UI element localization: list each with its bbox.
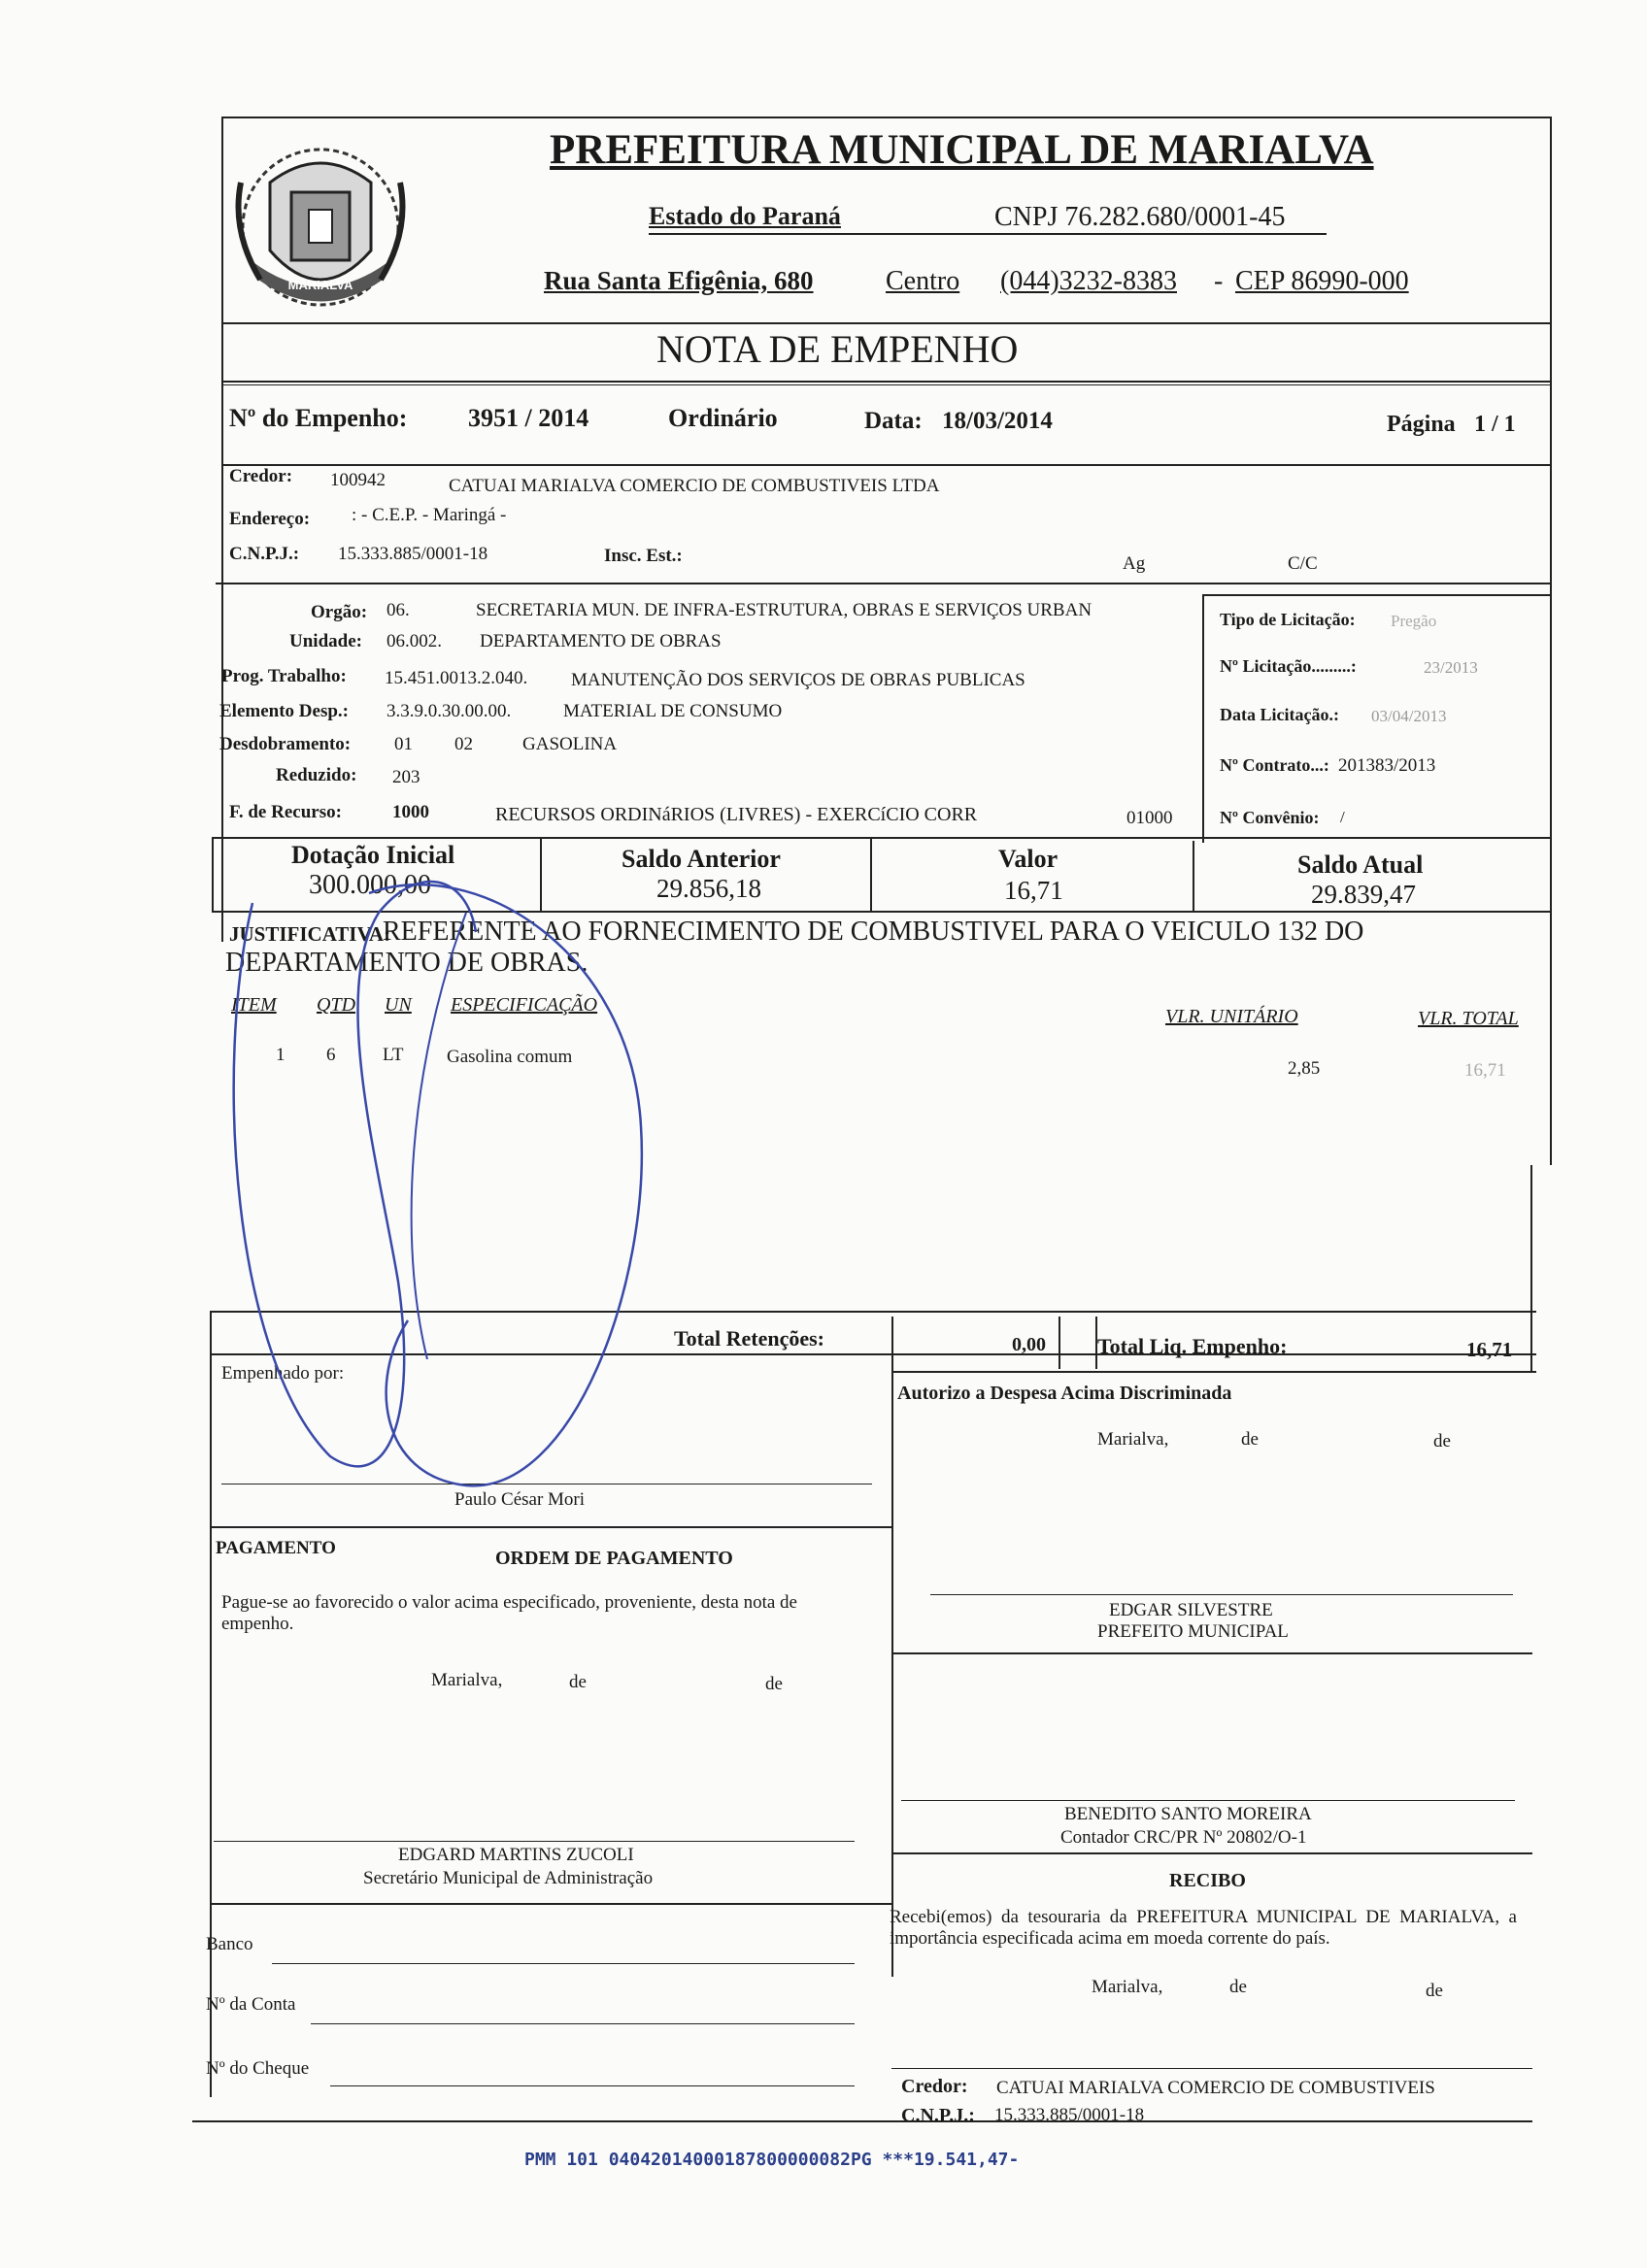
- total-liq-label: Total Liq. Empenho:: [1097, 1334, 1288, 1358]
- cc-label: C/C: [1288, 553, 1318, 574]
- empenhado-name: Paulo César Mori: [454, 1489, 586, 1510]
- item-total-value: 16,71: [1464, 1060, 1506, 1081]
- conta-label: Nº da Conta: [206, 1994, 296, 2015]
- document-title: NOTA DE EMPENHO: [656, 327, 1019, 371]
- insc-est-label: Insc. Est.:: [604, 546, 683, 566]
- orgao-code: 06.: [387, 600, 410, 620]
- header-phone: (044)3232-8383: [1000, 266, 1177, 296]
- header-address: Rua Santa Efigênia, 680: [544, 266, 814, 295]
- col-spec: ESPECIFICAÇÃO: [451, 994, 598, 1016]
- data-licitacao-label: Data Licitação.:: [1220, 705, 1339, 724]
- pagamento-de2: de: [765, 1674, 783, 1694]
- header-neighborhood: Centro: [886, 266, 960, 296]
- credor-cnpj-label: C.N.P.J.:: [229, 544, 300, 564]
- saldo-anterior-value: 29.856,18: [656, 874, 761, 903]
- dotacao-label: Dotação Inicial: [291, 841, 455, 869]
- contador-name: BENEDITO SANTO MOREIRA: [1064, 1804, 1312, 1824]
- header-cep: CEP 86990-000: [1235, 266, 1409, 296]
- reduzido-value: 203: [392, 767, 420, 787]
- empenho-number: 3951 / 2014: [468, 404, 589, 432]
- elemento-code: 3.3.9.0.30.00.00.: [387, 701, 512, 721]
- reduzido-label: Reduzido:: [276, 765, 357, 785]
- recibo-de1: de: [1229, 1977, 1247, 1997]
- recibo-de2: de: [1426, 1981, 1443, 2001]
- prefeito-name: EDGAR SILVESTRE: [1109, 1600, 1273, 1620]
- header-separator: -: [1214, 266, 1224, 296]
- valor-value: 16,71: [1004, 876, 1063, 905]
- num-licitacao-label: Nº Licitação.........:: [1220, 656, 1357, 676]
- svg-text:MARIALVA: MARIALVA: [287, 278, 353, 292]
- cheque-label: Nº do Cheque: [206, 2058, 310, 2079]
- empenho-type: Ordinário: [668, 404, 778, 432]
- barcode-text: PMM 101 04042014000187800000082PG ***19.541,47-: [524, 2150, 1020, 2170]
- prefeito-role: PREFEITO MUNICIPAL: [1097, 1621, 1289, 1642]
- recibo-cnpj-value: 15.333.885/0001-18: [994, 2105, 1145, 2125]
- saldo-anterior-label: Saldo Anterior: [622, 845, 781, 873]
- desdobramento-label: Desdobramento:: [219, 734, 352, 754]
- col-qtd: QTD: [317, 994, 356, 1016]
- item-spec: Gasolina comum: [447, 1047, 573, 1067]
- autorizo-label: Autorizo a Despesa Acima Discriminada: [897, 1383, 1232, 1404]
- col-un: UN: [385, 994, 412, 1016]
- elemento-label: Elemento Desp.:: [219, 701, 349, 721]
- recurso-name: RECURSOS ORDINáRIOS (LIVRES) - EXERCíCIO CORR: [495, 804, 978, 825]
- tipo-licitacao-value: Pregão: [1391, 612, 1437, 630]
- recibo-label: RECIBO: [1169, 1870, 1246, 1891]
- credor-label: Credor:: [229, 466, 293, 486]
- valor-label: Valor: [998, 845, 1059, 873]
- recibo-credor-value: CATUAI MARIALVA COMERCIO DE COMBUSTIVEIS: [996, 2078, 1435, 2098]
- autorizo-de2: de: [1433, 1431, 1451, 1451]
- item-unit-value: 2,85: [1288, 1058, 1321, 1079]
- pagamento-de1: de: [569, 1672, 587, 1692]
- credor-address: : - C.E.P. - Maringá -: [352, 505, 507, 525]
- data-licitacao-value: 03/04/2013: [1371, 707, 1447, 725]
- convenio-label: Nº Convênio:: [1220, 808, 1320, 827]
- secretario-name: EDGARD MARTINS ZUCOLI: [398, 1845, 634, 1865]
- credor-code: 100942: [330, 470, 386, 490]
- recurso-label: F. de Recurso:: [229, 802, 342, 822]
- recibo-cnpj-label: C.N.P.J.:: [901, 2105, 975, 2126]
- ordem-pagamento: ORDEM DE PAGAMENTO: [495, 1548, 733, 1569]
- pagamento-text: Pague-se ao favorecido o valor acima especificado, proveniente, desta nota de empenho.: [221, 1592, 797, 1634]
- item-number: 1: [276, 1045, 286, 1065]
- header-cnpj: CNPJ 76.282.680/0001-45: [994, 202, 1286, 232]
- contrato-value: 201383/2013: [1338, 755, 1436, 776]
- empenho-date: 18/03/2014: [942, 408, 1053, 434]
- col-unit-value: VLR. UNITÁRIO: [1165, 1006, 1298, 1027]
- credor-address-label: Endereço:: [229, 509, 311, 529]
- prog-trabalho-label: Prog. Trabalho:: [221, 666, 347, 686]
- col-total-value: VLR. TOTAL: [1418, 1008, 1519, 1029]
- orgao-label: Orgão:: [311, 602, 368, 622]
- contrato-label: Nº Contrato...:: [1220, 755, 1329, 775]
- dotacao-value: 300.000,00: [309, 870, 431, 900]
- recurso-code: 1000: [392, 802, 429, 822]
- desdobramento-code2: 02: [454, 734, 473, 754]
- desdobramento-code1: 01: [394, 734, 413, 754]
- recurso-code2: 01000: [1126, 808, 1173, 828]
- contador-role: Contador CRC/PR Nº 20802/O-1: [1060, 1827, 1307, 1848]
- secretario-role: Secretário Municipal de Administração: [363, 1868, 654, 1888]
- prog-trabalho-code: 15.451.0013.2.040.: [385, 668, 528, 688]
- municipal-seal-icon: [231, 144, 410, 318]
- header-title: PREFEITURA MUNICIPAL DE MARIALVA: [550, 127, 1374, 173]
- tipo-licitacao-label: Tipo de Licitação:: [1220, 610, 1356, 629]
- unidade-name: DEPARTAMENTO DE OBRAS: [480, 631, 722, 651]
- ag-label: Ag: [1123, 553, 1146, 574]
- convenio-value: /: [1340, 808, 1345, 826]
- total-liq-value: 16,71: [1466, 1338, 1513, 1361]
- item-qtd: 6: [326, 1045, 336, 1065]
- saldo-atual-label: Saldo Atual: [1297, 850, 1424, 879]
- header-state: Estado do Paraná: [649, 202, 841, 230]
- empenho-number-label: Nº do Empenho:: [229, 404, 408, 432]
- prog-trabalho-name: MANUTENÇÃO DOS SERVIÇOS DE OBRAS PUBLICAS: [571, 670, 1025, 690]
- justificativa-label: JUSTIFICATIVA:: [229, 922, 391, 946]
- page-label: Página: [1387, 412, 1456, 437]
- orgao-name: SECRETARIA MUN. DE INFRA-ESTRUTURA, OBRAS E SERVIÇOS URBAN: [476, 600, 1092, 620]
- unidade-code: 06.002.: [387, 631, 442, 651]
- justificativa-line1: REFERENTE AO FORNECIMENTO DE COMBUSTIVEL PARA O VEICULO 132 DO: [383, 917, 1364, 947]
- banco-label: Banco: [206, 1934, 253, 1954]
- recibo-text: Recebi(emos) da tesouraria da PREFEITURA MUNICIPAL DE MARIALVA, a importância especificada acima em moeda corrente do país.: [890, 1907, 1517, 1949]
- page-number: 1 / 1: [1474, 412, 1516, 437]
- pagamento-city: Marialva,: [431, 1670, 503, 1690]
- credor-cnpj: 15.333.885/0001-18: [338, 544, 488, 564]
- unidade-label: Unidade:: [289, 631, 362, 651]
- pagamento-label: PAGAMENTO: [216, 1538, 336, 1558]
- desdobramento-name: GASOLINA: [522, 734, 618, 754]
- retencoes-label: Total Retenções:: [674, 1326, 824, 1351]
- credor-name: CATUAI MARIALVA COMERCIO DE COMBUSTIVEIS LTDA: [449, 476, 940, 496]
- col-item: ITEM: [231, 994, 277, 1016]
- autorizo-city: Marialva,: [1097, 1429, 1169, 1450]
- autorizo-de1: de: [1241, 1429, 1259, 1450]
- retencoes-value: 0,00: [1012, 1334, 1046, 1355]
- empenhado-label: Empenhado por:: [221, 1363, 345, 1384]
- item-un: LT: [383, 1045, 404, 1065]
- recibo-city: Marialva,: [1092, 1977, 1163, 1997]
- num-licitacao-value: 23/2013: [1424, 658, 1478, 677]
- recibo-credor-label: Credor:: [901, 2076, 968, 2097]
- justificativa-line2: DEPARTAMENTO DE OBRAS.: [225, 948, 588, 978]
- empenho-date-label: Data:: [864, 408, 923, 434]
- saldo-atual-value: 29.839,47: [1311, 880, 1416, 909]
- elemento-name: MATERIAL DE CONSUMO: [563, 701, 783, 721]
